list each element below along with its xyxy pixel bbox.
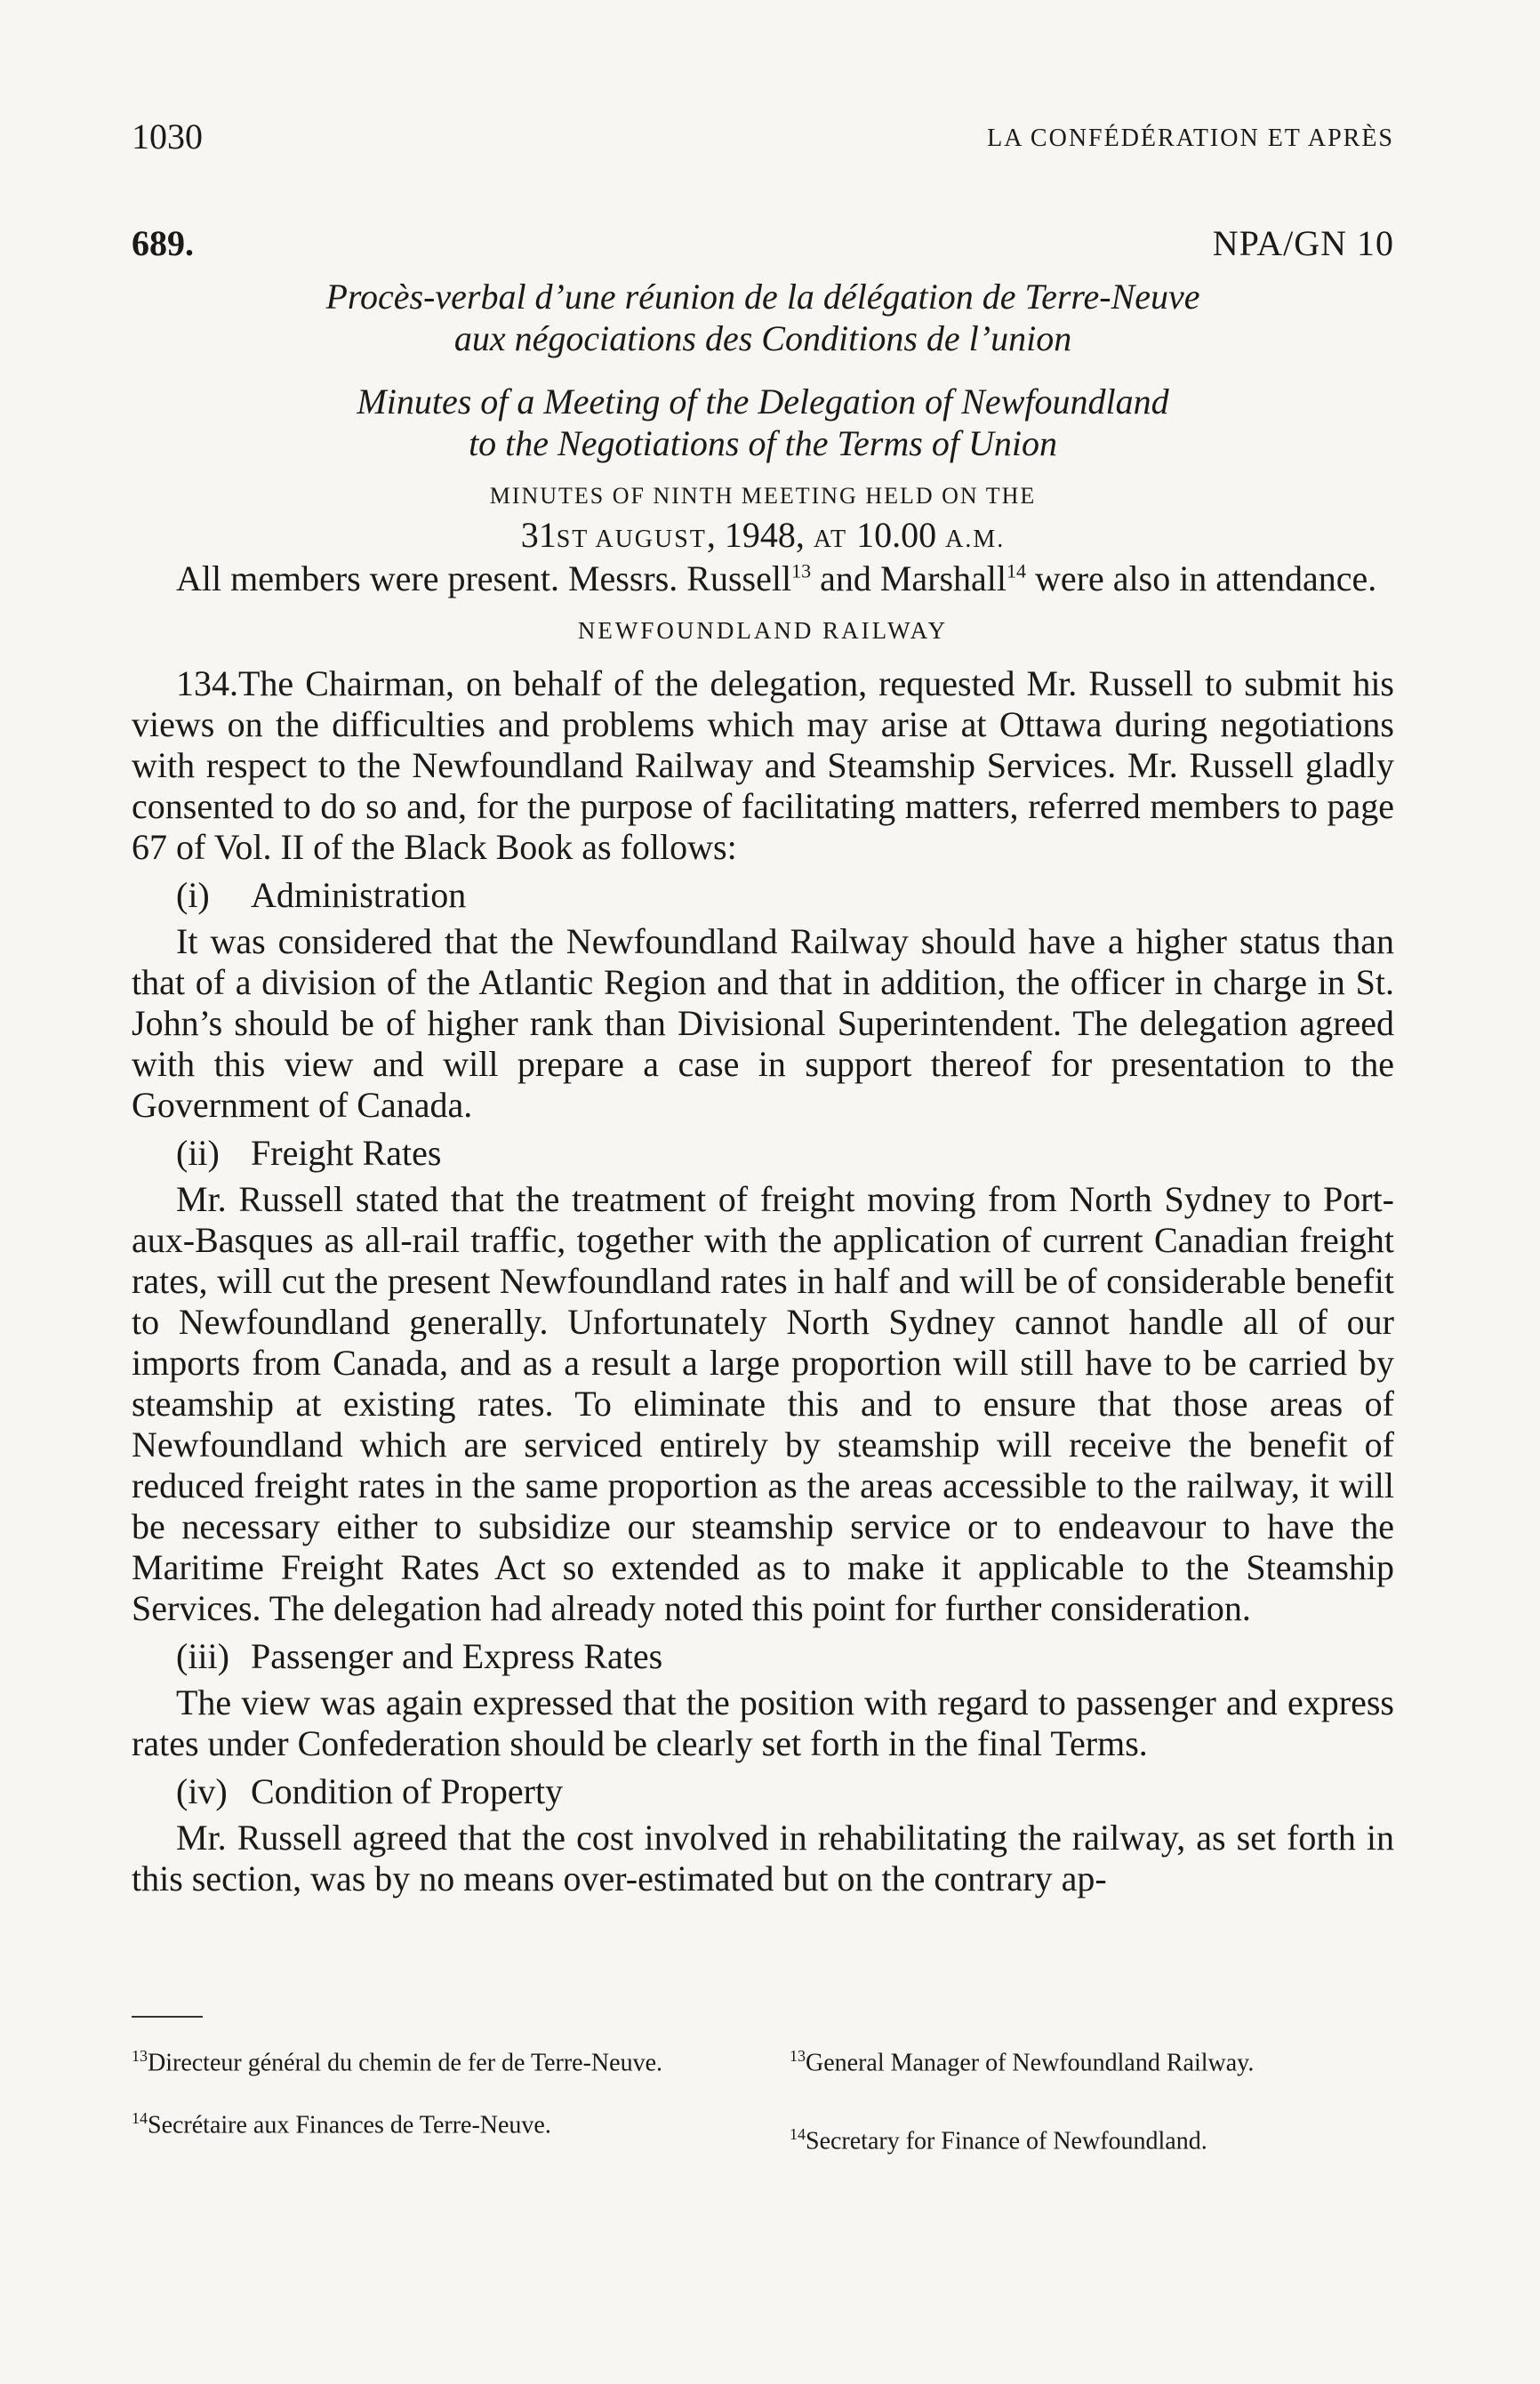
running-title: LA CONFÉDÉRATION ET APRÈS [987, 124, 1394, 152]
footnote-divider [132, 2016, 203, 2018]
item-title: Condition of Property [251, 1771, 564, 1811]
date-day: 31 [520, 515, 557, 555]
item-text: The view was again expressed that the position with regard to passenger and express rates under Confederation should be clearly set forth in the final Terms. [132, 1682, 1394, 1763]
title-english-line-1: Minutes of a Meeting of the Delegation of Newfoundland [357, 381, 1169, 421]
footnote-text: Secretary for Finance of Newfoundland. [806, 2127, 1207, 2155]
title-english [132, 381, 1394, 464]
item-number: (ii) [176, 1133, 220, 1173]
item-title: Passenger and Express Rates [251, 1636, 663, 1676]
footnote-item [790, 2116, 1403, 2159]
footnote-mark: 13 [790, 2047, 806, 2065]
date-ampm: A.M. [945, 526, 1006, 553]
footnote-mark: 13 [132, 2047, 148, 2065]
footnote-ref-13[interactable]: 13 [791, 559, 812, 582]
date-year: , 1948, [706, 515, 814, 555]
attendance-paragraph [132, 558, 1394, 599]
title-french-line-1: Procès-verbal d’une réunion de la délégation de Terre-Neuve [325, 277, 1200, 317]
footnote-mark: 14 [790, 2125, 806, 2144]
footnotes-french [132, 2038, 745, 2163]
footnote-ref-14[interactable]: 14 [1007, 559, 1027, 582]
title-french-line-2: aux négociations des Conditions de l’union [453, 318, 1072, 358]
item-text: Mr. Russell agreed that the cost involved in rehabilitating the railway, as set forth in this section, was by no means over-estimated but on the contrary ap- [132, 1818, 1394, 1898]
attendance-text-2: and Marshall [811, 558, 1007, 598]
footnote-mark: 14 [132, 2109, 148, 2128]
footnote-text: Directeur général du chemin de fer de Terre-Neuve. [148, 2049, 662, 2077]
body-text [132, 558, 1394, 1899]
item-heading [176, 1133, 1394, 1174]
item-number: (i) [176, 875, 210, 915]
item-number: (iv) [176, 1771, 228, 1811]
item-number: (iii) [176, 1636, 229, 1676]
attendance-text-3: were also in attendance. [1026, 558, 1377, 598]
date-at: AT [813, 526, 848, 553]
title-block [132, 276, 1394, 561]
footnote-item [790, 2038, 1403, 2081]
item-text: It was considered that the Newfoundland Railway should have a higher status than that of a division of the Atlantic Region and that in addition, the officer in charge in St. John’s should be of higher rank than Divisional Superintendent. The delegation agreed with this view and will prepare a case in support thereof for presentation to the Government of Canada. [132, 921, 1394, 1125]
item-title: Administration [251, 875, 467, 915]
item-heading [176, 1771, 1394, 1812]
item-title: Freight Rates [251, 1133, 442, 1173]
footnote-text: Secrétaire aux Finances de Terre-Neuve. [148, 2111, 551, 2139]
title-french [132, 276, 1394, 359]
footnotes-english [790, 2038, 1403, 2179]
attendance-text-1: All members were present. Messrs. Russell [176, 558, 792, 598]
footnote-item [132, 2038, 745, 2081]
page-number: 1030 [132, 116, 203, 157]
title-english-line-2: to the Negotiations of the Terms of Union [469, 423, 1057, 463]
meeting-date [132, 514, 1394, 561]
document-reference: NPA/GN 10 [1212, 223, 1394, 263]
item-heading [176, 875, 1394, 916]
paragraph-134: 134.The Chairman, on behalf of the delegation, requested Mr. Russell to submit his views on the difficulties and problems which may arise at Ottawa during negotiations with respect to the Newfoundland Railway and Steamship Services. Mr. Russell gladly consented to do so and, for the purpose of facilitating matters, referred members to page 67 of Vol. II of the Black Book as follows: [132, 663, 1394, 867]
section-heading: NEWFOUNDLAND RAILWAY [577, 617, 949, 644]
document-number: 689. [132, 223, 194, 263]
date-month: ST AUGUST [556, 526, 707, 553]
footnote-text: General Manager of Newfoundland Railway. [806, 2049, 1255, 2077]
footnote-item [132, 2100, 745, 2143]
minutes-heading: MINUTES OF NINTH MEETING HELD ON THE [489, 483, 1037, 509]
item-heading [176, 1636, 1394, 1677]
item-text: Mr. Russell stated that the treatment of freight moving from North Sydney to Port-aux-Basques as all-rail traffic, together with the application of current Canadian freight rates, will cut the present Newfoundland rates in half and will be of considerable benefit to Newfoundland generally. Unfortunately North Sydney cannot handle all of our imports from Canada, and as a result a large proportion will still have to be carried by steamship at existing rates. To eliminate this and to ensure that those areas of Newfoundland which are serviced entirely by steamship will receive the benefit of reduced freight rates in the same proportion as the areas accessible to the railway, it will be necessary either to subsidize our steamship service or to endeavour to have the Maritime Freight Rates Act so extended as to make it applicable to the Steamship Services. The delegation had already noted this point for further consideration. [132, 1179, 1394, 1628]
date-time: 10.00 [847, 515, 946, 555]
running-header [132, 116, 1394, 160]
